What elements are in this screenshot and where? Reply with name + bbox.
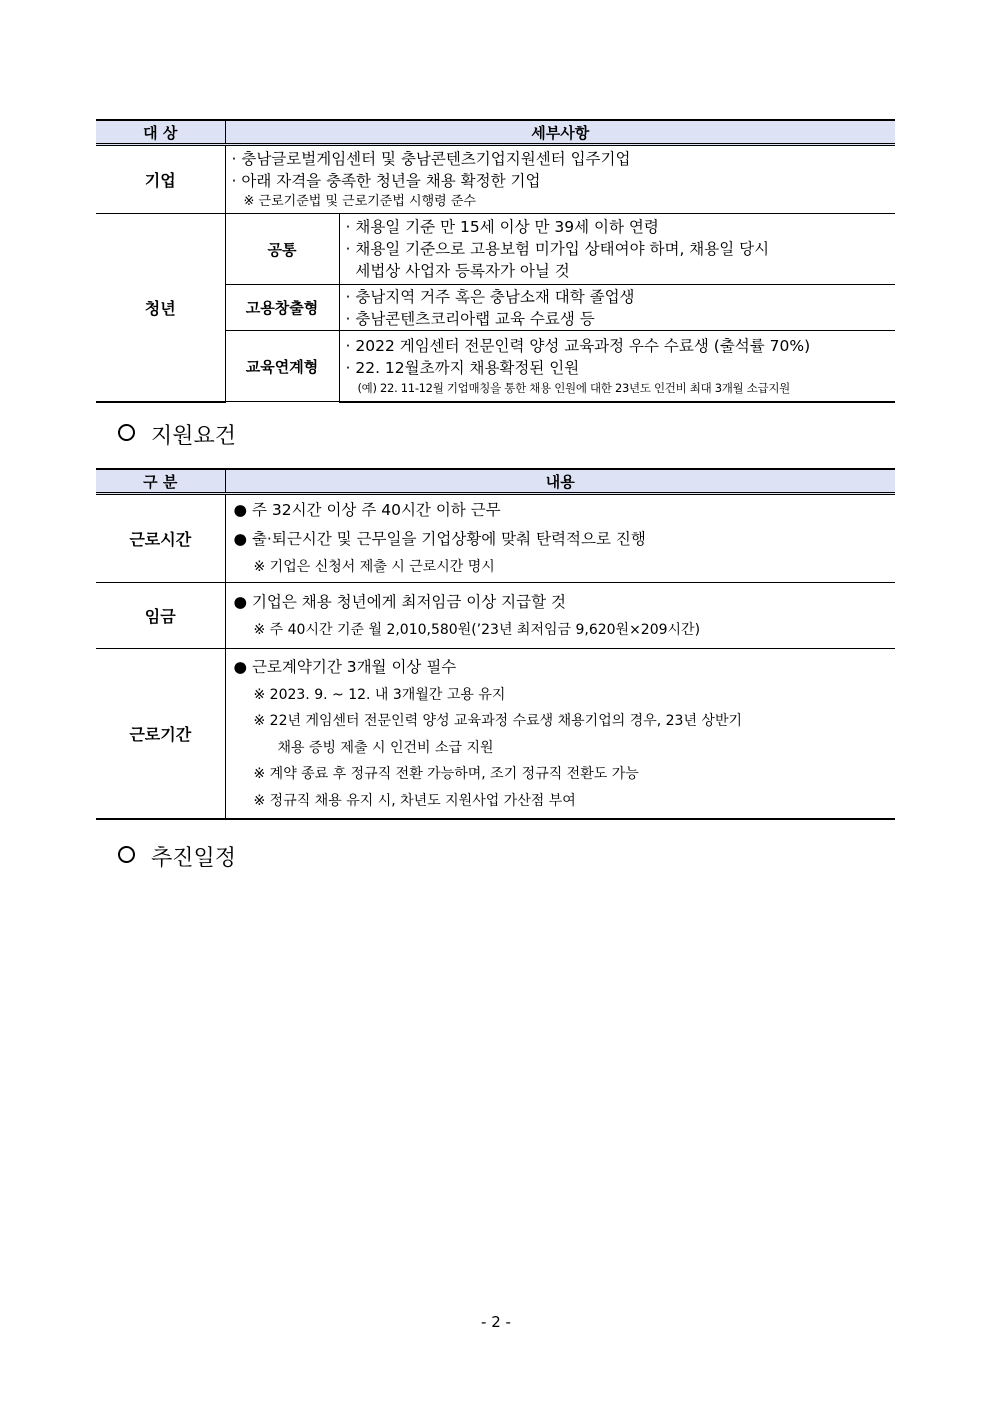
wage-content [225,583,895,649]
common-details [339,214,895,285]
enterprise-details [225,145,895,214]
header-category: 구 분 [96,469,225,494]
period-content [225,649,895,819]
section-title: 추진일정 [151,846,237,871]
row-label-youth: 청년 [96,214,225,402]
note-line: ※ 22년 게임센터 전문인력 양성 교육과정 수료생 채용기업의 경우, 23년 상반기 [253,713,743,729]
note-line: 채용 증빙 제출 시 인건비 소급 지원 [277,739,494,756]
sub-label-education: 교육연계형 [225,331,339,402]
bullet-line: ● 근로계약기간 3개월 이상 필수 [233,657,457,676]
detail-note: (예) 22. 11-12월 기업매칭을 통한 채용 인원에 대한 23년도 인건비 최대 3개월 소급지원 [357,380,790,395]
sub-label-employment: 고용창출형 [225,285,339,331]
detail-line: · 22. 12월초까지 채용확정된 인원 [345,358,580,377]
sub-label-common: 공통 [225,214,339,285]
header-target: 대 상 [96,120,225,145]
table-header [96,120,895,145]
note-line: ※ 주 40시간 기준 월 2,010,580원(’23년 최저임금 9,620원×209시간) [253,621,701,638]
row-label-enterprise: 기업 [96,145,225,214]
bullet-line: ● 출·퇴근시간 및 근무일을 기업상황에 맞춰 탄력적으로 진행 [233,530,646,549]
section-heading-requirements [118,419,236,450]
education-details [339,331,895,402]
employment-details [339,285,895,331]
note-line: ※ 기업은 신청서 제출 시 근로시간 명시 [253,559,495,576]
detail-line: · 채용일 기준으로 고용보험 미가입 상태여야 하며, 채용일 당시 [345,240,770,258]
target-table [96,119,895,403]
note-line: ※ 2023. 9. ~ 12. 내 3개월간 고용 유지 [253,686,506,703]
requirements-table [96,468,895,820]
table-header [96,469,895,494]
section-heading-schedule [118,841,236,872]
header-details: 세부사항 [225,120,895,145]
row-label-period: 근로기간 [96,649,225,819]
table-row-wage [96,583,895,649]
page-number: - 2 - [481,1313,511,1331]
note-line: ※ 계약 종료 후 정규직 전환 가능하며, 조기 정규직 전환도 가능 [253,766,639,782]
detail-line: · 채용일 기준 만 15세 이상 만 39세 이하 연령 [345,218,659,236]
detail-line: · 충남콘텐츠코리아랩 교육 수료생 등 [345,309,595,328]
header-content: 내용 [225,469,895,494]
bullet-line: ● 주 32시간 이상 주 40시간 이하 근무 [233,501,501,520]
circle-bullet-icon [118,424,135,441]
bullet-line: ● 기업은 채용 청년에게 최저임금 이상 지급할 것 [233,592,567,611]
detail-line: · 충남지역 거주 혹은 충남소재 대학 졸업생 [345,287,635,306]
circle-bullet-icon [118,846,135,863]
table-row-period [96,649,895,819]
detail-line: · 아래 자격을 충족한 청년을 채용 확정한 기업 [231,171,541,190]
detail-line: · 충남글로벌게임센터 및 충남콘텐츠기업지원센터 입주기업 [231,149,631,168]
row-label-wage: 임금 [96,583,225,649]
detail-line: 세법상 사업자 등록자가 아닐 것 [345,262,570,280]
table-row-youth-common [96,214,895,285]
detail-line: · 2022 게임센터 전문인력 양성 교육과정 우수 수료생 (출석률 70%) [345,336,811,355]
table-row-enterprise [96,145,895,214]
table-row-hours [96,494,895,583]
hours-content [225,494,895,583]
section-title: 지원요건 [151,424,237,449]
row-label-hours: 근로시간 [96,494,225,583]
detail-note: ※ 근로기준법 및 근로기준법 시행령 준수 [243,193,476,209]
note-line: ※ 정규직 채용 유지 시, 차년도 지원사업 가산점 부여 [253,792,576,809]
